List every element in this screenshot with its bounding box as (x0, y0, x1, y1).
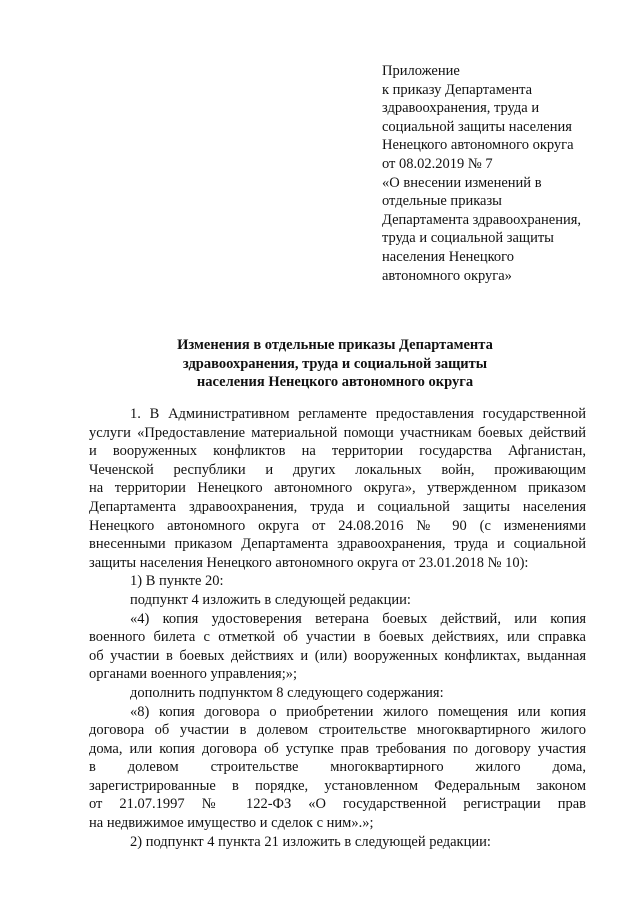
body-line: военного билета с отметкой об участии в боевых действиях, или справка (89, 629, 586, 646)
appendix-line: от 08.02.2019 № 7 (382, 155, 493, 172)
appendix-line: Департамента здравоохранения, (382, 211, 582, 228)
body-line: Департамента здравоохранения, труда и социальной защиты населения (89, 498, 586, 515)
body-line: договора об участии в долевом строительстве многоквартирного жилого (89, 722, 586, 739)
appendix-line: отдельные приказы (382, 193, 502, 210)
body-line: внесенными приказом Департамента здравоохранения, труда и социальной (89, 536, 586, 553)
appendix-line: труда и социальной защиты (382, 230, 554, 247)
body-line: на недвижимое имущество и сделок с ним».»; (89, 815, 374, 832)
appendix-line: здравоохранения, труда и (382, 100, 540, 117)
body-line: дома, или копия договора об уступке прав требования по договору участия (89, 740, 586, 757)
document-title (90, 336, 580, 392)
appendix-line: населения Ненецкого (382, 248, 514, 265)
appendix-line: к приказу Департамента (382, 81, 533, 98)
body-line: 1) В пункте 20: (130, 573, 224, 590)
title-line: здравоохранения, труда и социальной защиты (182, 355, 488, 372)
appendix-line: «О внесении изменений в (382, 174, 542, 191)
body-line: дополнить подпунктом 8 следующего содержания: (130, 684, 444, 701)
document-body (89, 405, 586, 851)
body-line: зарегистрированные в порядке, установленном Федеральным законом (89, 777, 586, 794)
body-line: Ненецкого автономного округа от 24.08.2016 № 90 (с изменениями (89, 517, 586, 534)
body-line: Чеченской республики и других локальных войн, проживающим (89, 461, 586, 478)
body-line: защиты населения Ненецкого автономного округа от 23.01.2018 № 10): (89, 554, 529, 571)
body-line: органами военного управления;»; (89, 666, 297, 683)
body-line: об участии в боевых действиях и (или) вооруженных конфликтах, выданная (89, 647, 586, 664)
body-line: услуги «Предоставление материальной помощи участникам боевых действий (89, 424, 586, 441)
body-line: «8) копия договора о приобретении жилого помещения или копия (130, 703, 586, 720)
body-line: в долевом строительстве многоквартирного жилого дома, (89, 759, 586, 776)
body-line: на территории Ненецкого автономного округа», утвержденном приказом (89, 480, 586, 497)
appendix-line: автономного округа» (382, 267, 512, 284)
body-line: «4) копия удостоверения ветерана боевых действий, или копия (130, 610, 586, 627)
body-line: 2) подпункт 4 пункта 21 изложить в следующей редакции: (130, 833, 491, 850)
title-line: населения Ненецкого автономного округа (196, 374, 474, 391)
appendix-line: Приложение (382, 63, 460, 79)
body-line: подпункт 4 изложить в следующей редакции: (130, 591, 411, 608)
appendix-line: Ненецкого автономного округа (382, 137, 574, 154)
appendix-header (382, 62, 632, 285)
body-line: от 21.07.1997 № 122-ФЗ «О государственной регистрации прав (89, 796, 586, 813)
body-line: 1. В Административном регламенте предоставления государственной (130, 406, 586, 422)
title-line: Изменения в отдельные приказы Департамента (177, 337, 493, 353)
body-line: и вооруженных конфликтов на территории государства Афганистан, (89, 443, 586, 460)
appendix-line: социальной защиты населения (382, 118, 572, 135)
